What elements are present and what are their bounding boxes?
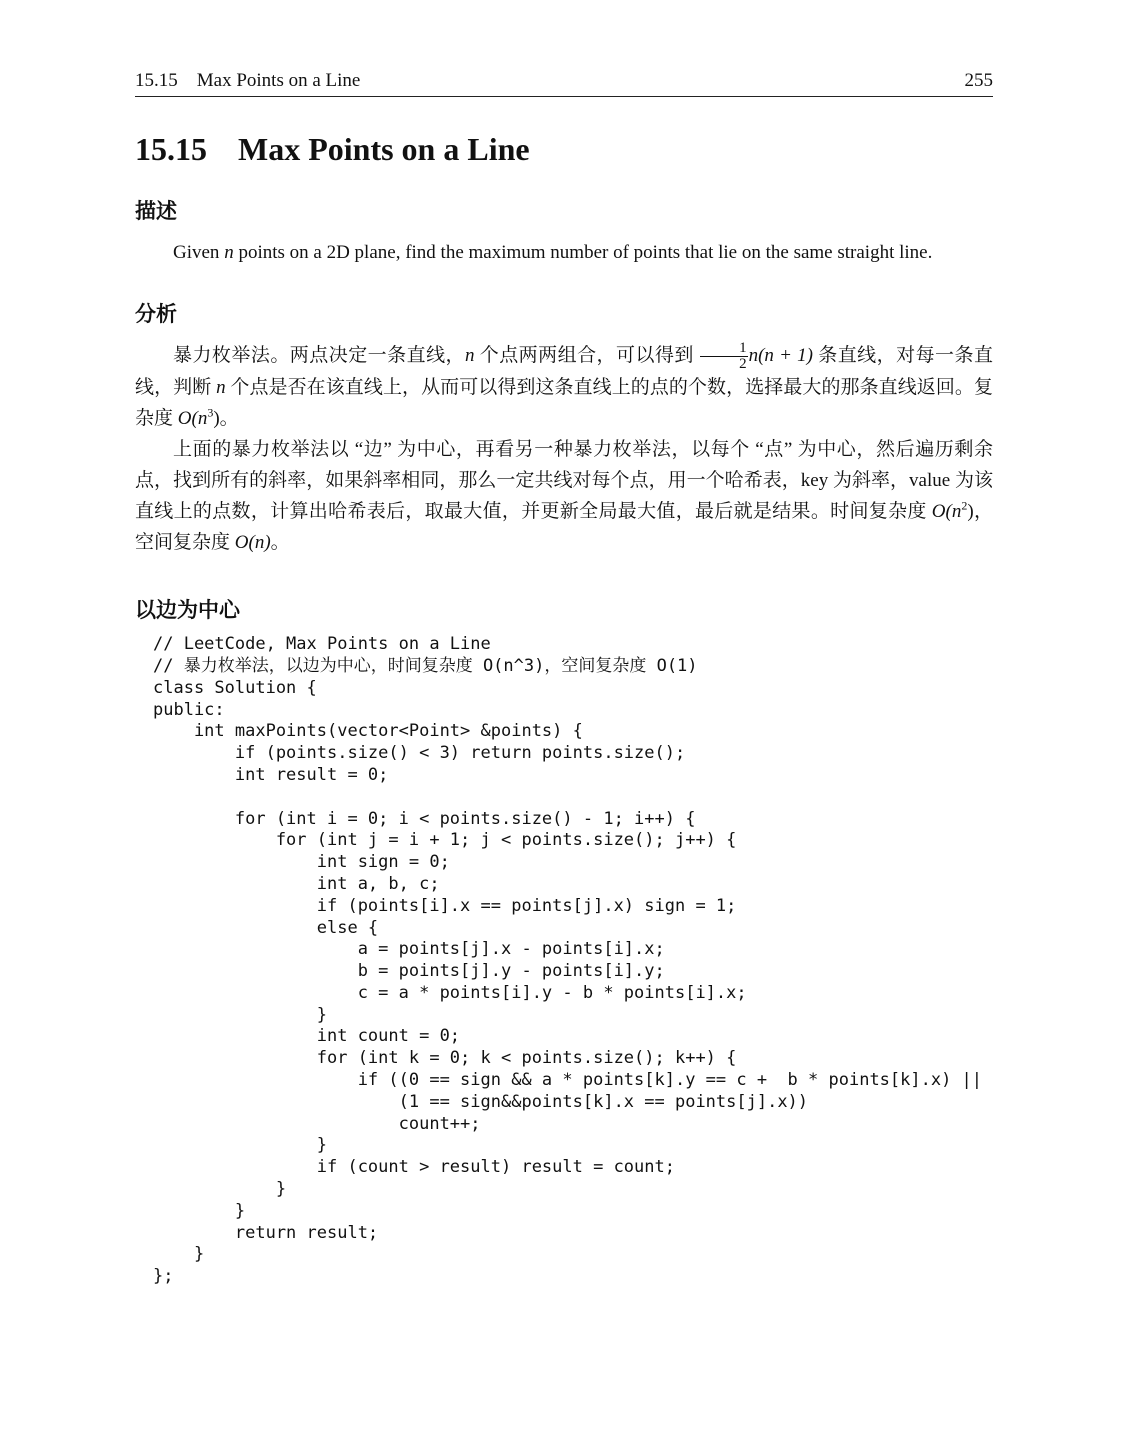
analysis-paragraph-2: 上面的暴力枚举法以 “边” 为中心，再看另一种暴力枚举法，以每个 “点” 为中心，然后遍历剩余点，找到所有的斜率，如果斜率相同，那么一定共线对每个点，用一个哈希表，key 为斜率，value 为该直线上的点数，计算出哈希表后，取最大值，并更新全局最大值，最后就是结果。时间复杂度 $O(n^2)$，空间复杂度 O(n)。 <box>135 439 993 554</box>
fraction: $\frac{1}{2}$ <box>700 341 748 372</box>
math-complexity: O(n <box>931 501 962 523</box>
section-title <box>135 131 993 171</box>
math-complexity: O(n) <box>234 532 271 554</box>
math-complexity: O(n <box>177 408 208 430</box>
edge-center-heading: 以边为中心 <box>135 598 240 623</box>
analysis-paragraph-1: 暴力枚举法。两点决定一条直线，n 个点两两组合，可以得到 $\frac{1}{2}$ n(n + 1) 条直线，对每一条直线，判断 n 个点是否在该直线上，从而可以得到这条直线上的点的个数，选择最大的那条直线返回。复杂度 $O(n^3)$。 <box>135 340 993 430</box>
math-exponent: 2 <box>961 498 968 513</box>
math-var: n <box>216 377 226 399</box>
math-expr: n(n + 1) <box>748 345 814 366</box>
math-var: n <box>224 242 234 263</box>
description-paragraph: Given n points on a 2D plane, find the maximum number of points that lie on the same straight line. <box>173 242 933 263</box>
section-title-text: Max Points on a Line <box>238 131 530 167</box>
page <box>135 68 993 1288</box>
page-number: 255 <box>964 70 993 91</box>
analysis-heading: 分析 <box>135 302 177 326</box>
running-header-title: 15.15 Max Points on a Line <box>135 70 361 91</box>
section-number: 15.15 <box>135 131 207 167</box>
math-exponent: 3 <box>207 405 214 420</box>
code-listing: // LeetCode, Max Points on a Line // 暴力枚举法，以边为中心，时间复杂度 O(n^3)，空间复杂度 O(1) class Solution { public: int maxPoints(vector<Point> &points) { if (points.size() < 3) return points.size(); int result = 0; for (int i = 0; i < points.size() - 1; i++) { for (int j = i + 1; j < points.size(); j++) { int sign = 0; int a, b, c; if (points[i].x == points[j].x) sign = 1; else { a = points[j].x - points[i].x; b = points[j].y - points[i].y; c = a * points[i].y - b * points[i].x; } int count = 0; for (int k = 0; k < points.size(); k++) { if ((0 == sign && a * points[k].y == c + b * points[k].x) || (1 == sign&&points[k].x == points[j].x)) count++; } if (count > result) result = count; } } return result; } }; <box>153 634 983 1287</box>
running-header <box>135 68 993 97</box>
description-heading: 描述 <box>135 199 177 223</box>
math-var: n <box>465 345 475 366</box>
